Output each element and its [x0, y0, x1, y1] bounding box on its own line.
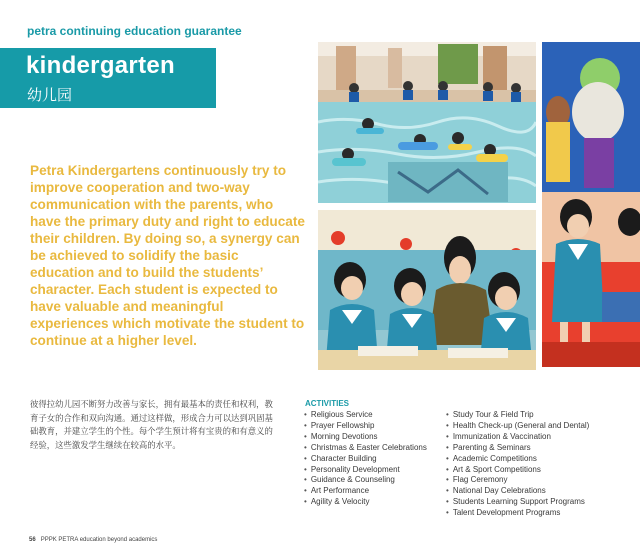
- list-item: • Morning Devotions: [304, 432, 444, 443]
- classroom-photo: [318, 210, 536, 370]
- mural-illustration: [542, 42, 640, 367]
- page-title: kindergarten: [26, 52, 175, 79]
- activities-list-right: [446, 410, 631, 519]
- swimming-pool-photo: [318, 42, 536, 203]
- page-footer: [29, 537, 157, 543]
- list-item: • Agility & Velocity: [304, 497, 444, 508]
- list-item: • Students Learning Support Programs: [446, 497, 631, 508]
- list-item: • Christmas & Easter Celebrations: [304, 443, 444, 454]
- list-item: • Religious Service: [304, 410, 444, 421]
- list-item: • Health Check-up (General and Dental): [446, 421, 631, 432]
- list-item: • Talent Development Programs: [446, 508, 631, 519]
- section-header: petra continuing education guarantee: [27, 24, 242, 38]
- title-banner: [0, 48, 216, 108]
- classroom-illustration: [318, 210, 536, 370]
- list-item: • Academic Competitions: [446, 454, 631, 465]
- page-subtitle-chinese: 幼儿园: [27, 86, 73, 104]
- list-item: • Parenting & Seminars: [446, 443, 631, 454]
- activities-list-left: [304, 410, 444, 508]
- list-item: • National Day Celebrations: [446, 486, 631, 497]
- list-item: • Guidance & Counseling: [304, 475, 444, 486]
- girl-with-mural-photo: [542, 42, 640, 367]
- list-item: • Personality Development: [304, 465, 444, 476]
- list-item: • Flag Ceremony: [446, 475, 631, 486]
- page-number: 56: [29, 537, 36, 543]
- list-item: • Art & Sport Competitions: [446, 465, 631, 476]
- list-item: • Study Tour & Field Trip: [446, 410, 631, 421]
- footer-text: PPPK PETRA education beyond academics: [40, 537, 158, 543]
- list-item: • Immunization & Vaccination: [446, 432, 631, 443]
- swimming-pool-illustration: [318, 42, 536, 203]
- list-item: • Character Building: [304, 454, 444, 465]
- list-item: • Prayer Fellowship: [304, 421, 444, 432]
- list-item: • Art Performance: [304, 486, 444, 497]
- activities-heading: ACTIVITIES: [305, 399, 350, 408]
- chinese-paragraph: 彼得拉幼儿园不断努力改善与家长，拥有最基本的责任和权利，教育子女的合作和双向沟通。通过这样做，形成合力可以达到巩固基础教育，并建立学生的个性。每个学生预计将有宝贵的和有意义的经验，这些激发学生继续在较高的水平。: [30, 399, 273, 450]
- intro-paragraph: Petra Kindergartens continuously try to improve cooperation and two-way communication with the parents, who have the primary duty and right to educate their children. By doing so, a synergy can be achieved to solidify the basic education and to build the students’ character. Each student is expected to have valuable and meaningful experiences which motivate the student to continue at a higher level.: [30, 163, 305, 348]
